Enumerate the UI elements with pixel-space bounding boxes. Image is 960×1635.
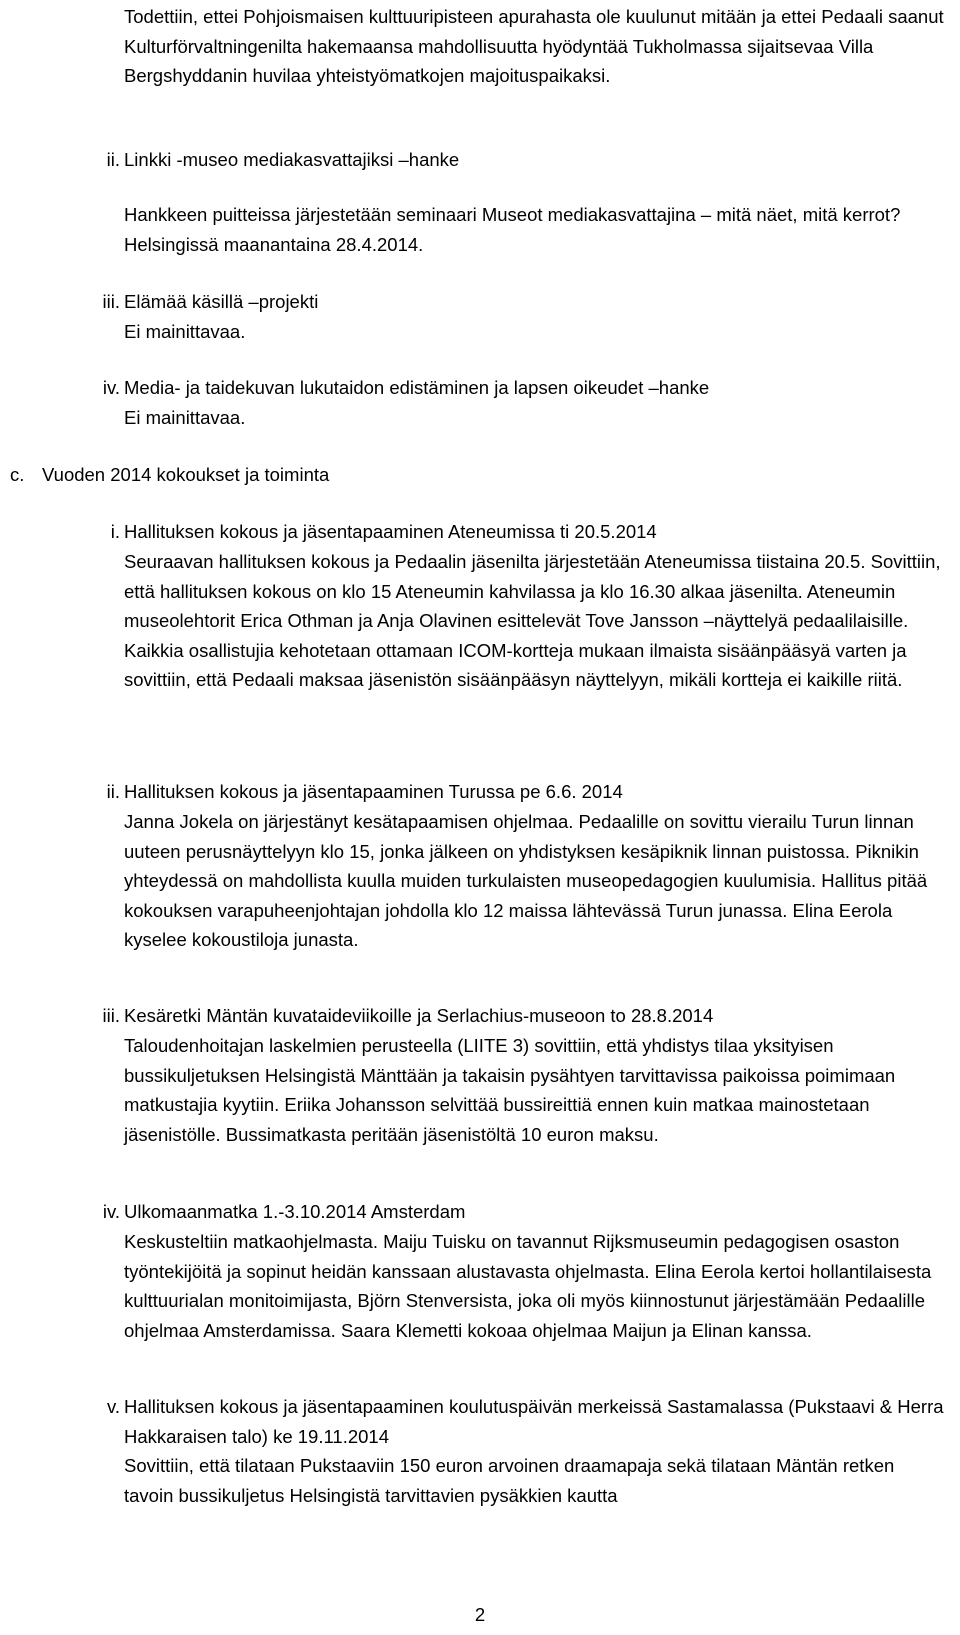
item-number: iii.: [102, 1005, 120, 1026]
item-title: Hallituksen kokous ja jäsentapaaminen Ateneumissa ti 20.5.2014: [124, 521, 657, 542]
item-number: iv.: [102, 1201, 120, 1222]
page-number: 2: [474, 1604, 486, 1625]
intro-paragraph: Todettiin, ettei Pohjoismaisen kulttuuripisteen apurahasta ole kuulunut mitään ja ettei Pedaali saanut Kulturförvaltningenilta hakemaansa mahdollisuutta hyödyntää Tukholmassa sijaitsevaa Villa Bergshyddanin huvilaa yhteistyömatkojen majoituspaikaksi.: [124, 6, 944, 86]
item-body: Seuraavan hallituksen kokous ja Pedaalin jäsenilta järjestetään Ateneumissa tiistaina 20.5. Sovittiin, että hallituksen kokous on klo 15 Ateneumin kahvilassa ja klo 16.30 alkaa jäsenilta. Ateneumin museolehtorit Erica Othman ja Anja Olavinen esittelevät Tove Jansson –näyttelyä pedaalilaisille. Kaikkia osallistujia kehotetaan ottamaan ICOM-kortteja mukaan ilmaista sisäänpääsyä varten ja sovittiin, että Pedaali maksaa jäsenistön sisäänpääsyn näyttelyyn, mikäli kortteja ei kaikille riitä.: [124, 551, 941, 690]
item-number: v.: [106, 1396, 120, 1417]
item-number: iii.: [102, 291, 120, 312]
item-title: Kesäretki Mäntän kuvataideviikoille ja Serlachius-museoon to 28.8.2014: [124, 1005, 714, 1026]
item-title: Linkki -museo mediakasvattajiksi –hanke: [124, 149, 460, 170]
item-body: Hankkeen puitteissa järjestetään seminaari Museot mediakasvattajina – mitä näet, mitä kerrot? Helsingissä maanantaina 28.4.2014.: [124, 204, 901, 255]
item-number: ii.: [106, 149, 120, 170]
item-title: Ulkomaanmatka 1.-3.10.2014 Amsterdam: [124, 1201, 466, 1222]
item-number: i.: [110, 521, 120, 542]
item-number: ii.: [106, 781, 120, 802]
item-title: Hallituksen kokous ja jäsentapaaminen Turussa pe 6.6. 2014: [124, 781, 623, 802]
item-title: Elämää käsillä –projekti: [124, 291, 319, 312]
item-body: Ei mainittavaa.: [124, 321, 246, 342]
item-title: Media- ja taidekuvan lukutaidon edistäminen ja lapsen oikeudet –hanke: [124, 377, 710, 398]
section-heading: Vuoden 2014 kokoukset ja toiminta: [42, 464, 330, 485]
item-number: iv.: [102, 377, 120, 398]
section-number: c.: [10, 464, 25, 485]
item-title: Hallituksen kokous ja jäsentapaaminen koulutuspäivän merkeissä Sastamalassa (Pukstaavi & Herra Hakkaraisen talo) ke 19.11.2014: [124, 1396, 944, 1447]
item-body: Janna Jokela on järjestänyt kesätapaamisen ohjelmaa. Pedaalille on sovittu vierailu Turun linnan uuteen perusnäyttelyyn klo 15, jonka jälkeen on yhdistyksen kesäpiknik linnan puistossa. Piknikin yhteydessä on mahdollista kuulla muiden turkulaisten museopedagogien kuulumisia. Hallitus pitää kokouksen varapuheenjohtajan johdolla klo 12 maissa lähtevässä Turun junassa. Elina Eerola kyselee kokoustiloja junasta.: [124, 811, 928, 950]
item-body: Ei mainittavaa.: [124, 407, 246, 428]
item-body: Sovittiin, että tilataan Pukstaaviin 150 euron arvoinen draamapaja sekä tilataan Mäntän retken tavoin bussikuljetus Helsingistä tarvittavien pysäkkien kautta: [124, 1455, 895, 1506]
item-body: Taloudenhoitajan laskelmien perusteella (LIITE 3) sovittiin, että yhdistys tilaa yksityisen bussikuljetuksen Helsingistä Mänttään ja takaisin pysähtyen tarvittavissa paikoissa poimimaan matkustajia kyytiin. Eriika Johansson selvittää bussireittiä ennen kuin matkaa mainostetaan jäsenistölle. Bussimatkasta peritään jäsenistöltä 10 euron maksu.: [124, 1035, 896, 1145]
item-body: Keskusteltiin matkaohjelmasta. Maiju Tuisku on tavannut Rijksmuseumin pedagogisen osaston työntekijöitä ja sopinut heidän kanssaan alustavasta ohjelmasta. Elina Eerola kertoi hollantilaisesta kulttuurialan monitoimijasta, Björn Stenversista, joka oli myös kiinnostunut järjestämään Pedaalille ohjelmaa Amsterdamissa. Saara Klemetti kokoaa ohjelmaa Maijun ja Elinan kanssa.: [124, 1231, 932, 1341]
